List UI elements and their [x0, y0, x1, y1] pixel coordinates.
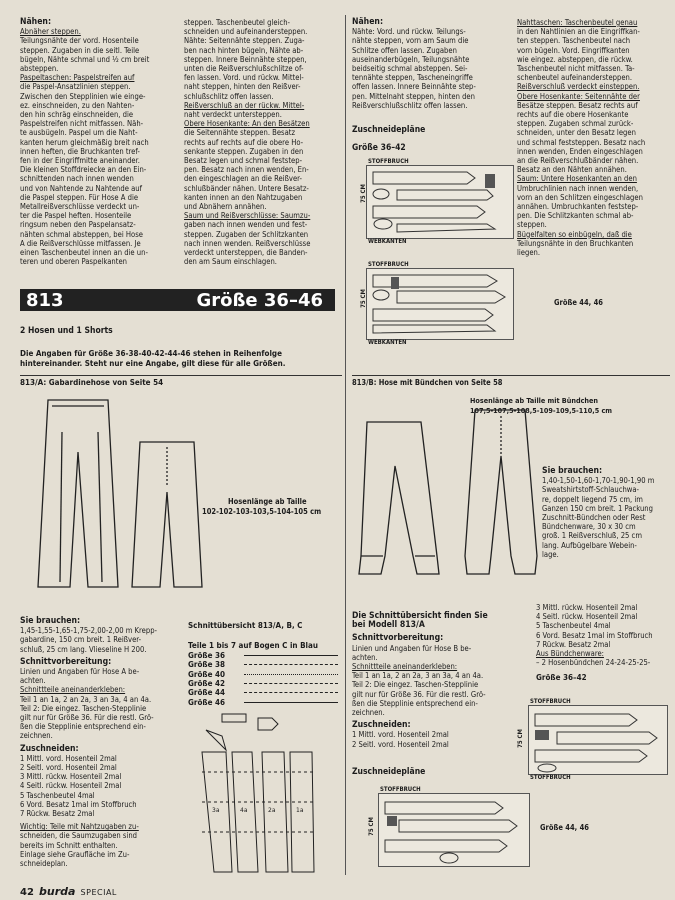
selvage-label: WEBKANTEN	[368, 238, 407, 245]
text-line: ez. einschneiden, zu den Nahten-	[20, 100, 135, 110]
heading-schnittvorbereitung: Schnittvorbereitung:	[20, 656, 112, 667]
text-line: Abnäher steppen.	[20, 27, 81, 37]
text-line: Nahttaschen: Taschenbeutel genau	[517, 18, 638, 27]
text-line: bügeln, Nähte schmal und ½ cm breit	[20, 54, 150, 64]
pattern-pieces-overview	[192, 712, 338, 880]
heading-naehen: Nähen:	[352, 17, 384, 27]
overview-title: Schnittübersicht 813/A, B, C	[188, 621, 303, 630]
text-line: Die kleinen Stoffdreiecke an den Ein-	[20, 165, 147, 175]
text-line: te ausbügeln. Paspel um die Naht-	[20, 128, 138, 138]
sewing-text-col4	[517, 18, 667, 257]
text-line: 5 Taschenbeutel 4mal	[536, 621, 611, 631]
fold-label: STOFFBRUCH	[368, 261, 409, 268]
text-line: 3 Mittl. rückw. Hosenteil 2mal	[20, 772, 122, 782]
size-row	[188, 660, 338, 669]
heading-schnittvorbereitung: Schnittvorbereitung:	[352, 633, 444, 644]
brand-logo: burda	[39, 885, 76, 898]
text-line: 2 Seitl. vord. Hosenteil 2mal	[352, 739, 449, 749]
text-line: A die Reißverschlüsse mitfassen. Je	[20, 238, 141, 248]
text-line: Besatz an den Nähten annähen.	[517, 165, 627, 175]
size-label-44-46: Größe 44, 46	[554, 298, 603, 307]
text-line: 1,40-1,50-1,60-1,70-1,90-1,90 m	[542, 476, 655, 486]
cutting-layout-drawing	[367, 269, 513, 339]
text-line: Schnittteile aneinanderkleben:	[352, 662, 458, 672]
text-line: steppen. Zugaben schmal zurück-	[517, 119, 634, 129]
text-line: und von Nahtende zu Nahtende auf	[20, 183, 142, 193]
cutting-layout-drawing	[367, 166, 513, 238]
text-line: ben nach hinten bügeln, Nähte ab-	[184, 45, 304, 55]
text-line: 4 Seitl. rückw. Hosenteil 2mal	[536, 612, 638, 622]
text-line: pen. Besatz nach innen wenden, En-	[184, 165, 309, 175]
text-line: 1 Mittl. vord. Hosenteil 2mal	[20, 753, 117, 763]
sewing-text-col1	[20, 18, 180, 266]
text-line: steppen. Taschenbeutel gleich-	[184, 18, 290, 27]
width-label: 75 CM	[367, 817, 375, 836]
text-line: Besätze steppen. Besatz rechts auf	[517, 100, 638, 110]
cutting-layout-b-44-46	[378, 793, 530, 867]
text-line: Saum: Untere Hosenkanten an den	[517, 174, 637, 184]
text-line: Teil 2: Die eingez. Taschen-Stepplinie	[352, 680, 479, 690]
text-line: tennähte steppen, Tascheneingriffe	[352, 73, 473, 83]
length-value-a: 102-102-103-103,5-104-105 cm	[202, 507, 322, 516]
size-label: Größe 46	[188, 697, 225, 707]
text-line: die Paspel steppen. Für Hose A die	[20, 192, 139, 202]
text-line: einen Taschenbeutel innen an die un-	[20, 248, 148, 258]
text-line: Einlage siehe Graufläche im Zu-	[20, 849, 130, 859]
text-line: beidseitig schmal absteppen. Sei-	[352, 64, 468, 74]
text-line: Teil 1 an 1a, 2 an 2a, 3 an 3a, 4 an 4a.	[352, 671, 484, 681]
text-line: Paspeltaschen: Paspelstreifen auf	[20, 73, 135, 83]
text-line: steppen. Zugaben in die seitl. Teile	[20, 45, 140, 55]
overview-ref: Die Schnittübersicht finden Sie	[352, 611, 488, 621]
text-line: kanten herum gleichmäßig breit nach	[20, 137, 149, 147]
size-label: Größe 38	[188, 660, 225, 670]
text-line: gabardine, 150 cm breit. 1 Reißver-	[20, 635, 142, 645]
text-line: rechts auf rechts auf die obere Ho-	[184, 137, 304, 147]
text-line: ringsum neben den Paspelansatz-	[20, 220, 136, 230]
text-line: 6 Vord. Besatz 1mal im Stoffbruch	[20, 799, 137, 809]
size-row	[188, 697, 338, 706]
instructions-a	[20, 617, 185, 868]
text-line: absteppen.	[20, 64, 59, 74]
heading-brauchen: Sie brauchen:	[20, 616, 81, 626]
text-line: Teilungsnähte der vord. Hosenteile	[20, 36, 139, 46]
text-line: Obere Hosenkante: Seitennähte der	[517, 91, 640, 101]
text-line: Linien und Angaben für Hose B be-	[352, 643, 472, 653]
text-line: unten die Reißverschlußschlitze of-	[184, 64, 304, 74]
length-value-b: 107,5-107,5-108,5-109-109,5-110,5 cm	[470, 406, 613, 415]
text-line: vorn bügeln. Vord. Eingriffkanten	[517, 45, 630, 55]
text-line: lang. Aufbügelbare Webein-	[542, 540, 637, 550]
text-line: und Abnähern annähen.	[184, 202, 267, 212]
sewing-text-col3	[352, 18, 512, 110]
text-line: Paspelstreifen nicht mitfassen. Näh-	[20, 119, 144, 129]
text-line: Zwischen den Stepplinien wie einge-	[20, 91, 146, 101]
heading-zuschneideplaene: Zuschneidepläne	[352, 767, 426, 777]
size-label: Größe 42	[188, 679, 225, 689]
size-row	[188, 688, 338, 697]
brand-special: SPECIAL	[80, 888, 117, 897]
text-line: die Seitennähte steppen. Besatz	[184, 128, 296, 138]
width-label: 75 CM	[359, 184, 367, 203]
text-line: 6 Vord. Besatz 1mal im Stoffbruch	[536, 630, 653, 640]
text-line: Bügelfalten so einbügeln, daß die	[517, 229, 632, 239]
page-number: 42	[20, 887, 34, 898]
text-line: schneiden und aufeinandersteppen.	[184, 27, 308, 37]
trousers-a-illustration	[30, 392, 210, 598]
text-line: Reißverschluß an der rückw. Mittel-	[184, 100, 305, 110]
text-line: naht verdeckt untersteppen.	[184, 110, 282, 120]
text-line: wie eingez. absteppen, die rückw.	[517, 54, 633, 64]
text-line: und schmal feststeppen. Besatz nach	[517, 137, 646, 147]
text-line: Teilungsnähte in den Bruchkanten	[517, 238, 634, 248]
text-line: Wichtig: Teile mit Nahtzugaben zu-	[20, 822, 139, 832]
text-line: steppen. Zugaben der Schlitzkanten	[184, 229, 309, 239]
size-label: Größe 36	[188, 651, 225, 661]
footer	[20, 880, 117, 899]
text-line: Reißverschlußschlitz offen lassen.	[352, 100, 468, 110]
text-line: 4 Seitl. rückw. Hosenteil 2mal	[20, 781, 122, 791]
text-line: Linien und Angaben für Hose A be-	[20, 667, 140, 677]
text-line: vorn an den Schlitzen eingeschlagen	[517, 192, 643, 202]
length-label-b: Hosenlänge ab Taille mit Bündchen	[470, 396, 598, 405]
text-line: die Paspel-Ansatzlinien steppen.	[20, 82, 131, 92]
size-label-36-42: Größe 36–42	[536, 673, 587, 682]
text-line: schneiden, die Saumzugaben sind	[20, 831, 138, 841]
text-line: innen heften, die Bruchkanten tref-	[20, 146, 140, 156]
text-line: groß. 1 Reißverschluß, 25 cm	[542, 531, 642, 541]
text-line: Obere Hosenkante: An den Besätzen	[184, 119, 310, 129]
text-line: Aus Bündchenware:	[536, 649, 604, 659]
svg-text:1a: 1a	[296, 807, 304, 814]
cutting-layout-drawing	[529, 706, 667, 774]
text-line: – 2 Hosenbündchen 24-24-25-25-	[536, 658, 651, 668]
text-line: Zuschnitt-Bündchen oder Rest	[542, 513, 646, 523]
text-line: ter die Paspel heften. Hosenteile	[20, 211, 132, 221]
model-a-title: 813/A: Gabardinehose von Seite 54	[20, 378, 164, 387]
divider	[20, 375, 342, 376]
text-line: Schnittteile aneinanderkleben:	[20, 685, 126, 695]
model-size-range: Größe 36–46	[196, 290, 323, 311]
text-line: schluß, 25 cm lang. Vlieseline H 200.	[20, 644, 147, 654]
text-line: Sweatshirtstoff-Schlauchwa-	[542, 485, 640, 495]
text-line: fen lassen. Vord. und rückw. Mittel-	[184, 73, 304, 83]
text-line: schlußbänder nähen. Untere Besatz-	[184, 183, 309, 193]
size-label-44-46: Größe 44, 46	[540, 823, 589, 832]
text-line: steppen. Innere Beinnähte steppen,	[184, 54, 307, 64]
text-line: senkante steppen. Zugaben in den	[184, 146, 304, 156]
text-line: 1 Mittl. vord. Hosenteil 2mal	[352, 730, 449, 740]
text-line: 7 Rückw. Besatz 2mal	[20, 809, 95, 819]
text-line: achten.	[20, 676, 46, 686]
text-line: offen lassen. Innere Beinnähte step-	[352, 82, 476, 92]
intro-title: 2 Hosen und 1 Shorts	[20, 326, 113, 336]
fold-label: STOFFBRUCH	[368, 158, 409, 165]
cutting-layout-b-36-42	[528, 705, 668, 775]
text-line: nach innen wenden. Reißverschlüsse	[184, 238, 311, 248]
text-line: Teil 1 an 1a, 2 an 2a, 3 an 3a, 4 an 4a.	[20, 694, 152, 704]
text-line: liegen.	[517, 248, 541, 258]
size-label: Größe 40	[188, 669, 225, 679]
text-line: Teil 2: Die eingez. Taschen-Stepplinie	[20, 703, 147, 713]
text-line: Nähte: Vord. und rückw. Teilungs-	[352, 27, 466, 37]
text-line: 3 Mittl. rückw. Hosenteil 2mal	[536, 603, 638, 612]
text-line: ßen die Stepplinie entsprechend ein-	[352, 698, 478, 708]
text-line: schnittenden nach innen wenden	[20, 174, 134, 184]
svg-text:4a: 4a	[240, 807, 248, 814]
fold-label: STOFFBRUCH	[530, 774, 571, 781]
intro-text: Die Angaben für Größe 36-38-40-42-44-46 stehen in Reihenfolge	[20, 349, 282, 358]
text-line: steppen.	[517, 220, 547, 230]
model-banner	[20, 289, 335, 311]
text-line: den hin schräg einschneiden, die	[20, 110, 134, 120]
size-row	[188, 651, 338, 660]
size-row	[188, 679, 338, 688]
model-b-title: 813/B: Hose mit Bündchen von Seite 58	[352, 378, 503, 387]
text-line: den am Saum einschlagen.	[184, 257, 277, 267]
text-line: lage.	[542, 549, 559, 559]
text-line: nähten schmal absteppen, bei Hose	[20, 229, 143, 239]
text-line: zeichnen.	[20, 731, 53, 741]
text-line: achten.	[352, 652, 378, 662]
materials-b	[542, 467, 670, 559]
text-line: Saum und Reißverschlüsse: Saumzu-	[184, 211, 311, 221]
text-line: schneideplan.	[20, 859, 68, 869]
divider	[352, 375, 670, 376]
fold-label: STOFFBRUCH	[530, 698, 571, 705]
model-number: 813	[26, 290, 64, 311]
text-line: teren und oberen Paspelkanten	[20, 257, 127, 267]
heading-zuschneiden: Zuschneiden:	[352, 720, 411, 731]
cutting-layout-drawing	[379, 794, 529, 866]
text-line: verdeckt untersteppen, die Banden-	[184, 248, 308, 258]
text-line: schlußschlitz offen lassen.	[184, 91, 274, 101]
heading-brauchen: Sie brauchen:	[542, 466, 603, 476]
text-line: 7 Rückw. Besatz 2mal	[536, 639, 611, 649]
width-label: 75 CM	[359, 289, 367, 308]
text-line: 5 Taschenbeutel 4mal	[20, 790, 95, 800]
length-label-a: Hosenlänge ab Taille	[228, 497, 307, 506]
text-line: gaben nach innen wenden und fest-	[184, 220, 308, 230]
text-line: gilt nur für Größe 36. Für die restl. Grö-	[20, 713, 154, 723]
text-line: gilt nur für Größe 36. Für die restl. Grö-	[352, 689, 486, 699]
intro-text: hintereinander. Steht nur eine Angabe, gilt diese für alle Größen.	[20, 359, 286, 368]
heading-zuschneiden: Zuschneiden:	[20, 743, 79, 754]
instructions-b	[352, 612, 517, 749]
cutting-layout-36-42	[366, 165, 514, 239]
text-line: Reißverschluß verdeckt einsteppen.	[517, 82, 640, 92]
text-line: naht steppen, hinten den Reißver-	[184, 82, 301, 92]
cut-list-b	[536, 603, 670, 667]
svg-text:2a: 2a	[268, 807, 276, 814]
text-line: Taschenbeutel nicht mitfassen. Ta-	[517, 64, 635, 74]
width-label: 75 CM	[516, 729, 524, 748]
sewing-text-col2	[184, 18, 344, 266]
column-divider	[345, 15, 346, 875]
selvage-label: WEBKANTEN	[368, 339, 407, 346]
text-line: den eingeschlagen an die Reißver-	[184, 174, 302, 184]
text-line: ßen die Stepplinie entsprechend ein-	[20, 722, 146, 732]
text-line: an die Reißverschlußbänder nähen.	[517, 156, 639, 166]
size-row	[188, 670, 338, 679]
text-line: innen wenden, Enden eingeschlagen	[517, 146, 643, 156]
text-line: ten steppen. Taschenbeutel nach	[517, 36, 631, 46]
text-line: re, doppelt liegend 75 cm, im	[542, 494, 643, 504]
text-line: schenbeutel aufeinandersteppen.	[517, 73, 633, 83]
text-line: annähen. Umbruchkanten feststep-	[517, 202, 639, 212]
text-line: schneiden, unter den Besatz legen	[517, 128, 636, 138]
text-line: Bündchenware, 30 x 30 cm	[542, 522, 636, 532]
text-line: 1,45-1,55-1,65-1,75-2,00-2,00 m Krepp-	[20, 626, 158, 636]
text-line: fen in der Eingriffmitte aneinander.	[20, 156, 140, 166]
text-line: pen. Die Schlitzkanten schmal ab-	[517, 211, 634, 221]
text-line: Nähte: Seitennähte steppen. Zuga-	[184, 36, 305, 46]
overview-subtitle: Teile 1 bis 7 auf Bogen C in Blau	[188, 641, 318, 650]
size-line-legend	[188, 651, 338, 707]
size-label-36-42: Größe 36–42	[352, 143, 406, 153]
cutting-layout-44-46	[366, 268, 514, 340]
text-line: Schlitze offen lassen. Zugaben	[352, 45, 457, 55]
text-line: pen. Mittelnaht steppen, hinten den	[352, 91, 475, 101]
text-line: auseinanderbügeln, Teilungsnähte	[352, 54, 470, 64]
size-label: Größe 44	[188, 688, 225, 698]
text-line: rechts auf die obere Hosenkante	[517, 110, 629, 120]
text-line: Besatz legen und schmal feststep-	[184, 156, 303, 166]
text-line: kanten innen an den Nahtzugaben	[184, 192, 303, 202]
text-line: Ganzen 150 cm breit. 1 Packung	[542, 503, 653, 513]
text-line: Umbruchlinien nach innen wenden,	[517, 183, 639, 193]
svg-text:3a: 3a	[212, 807, 220, 814]
heading-zuschneideplaene: Zuschneidepläne	[352, 125, 426, 135]
overview-ref: bei Modell 813/A	[352, 620, 425, 631]
text-line: 2 Seitl. vord. Hosenteil 2mal	[20, 763, 117, 773]
fold-label: STOFFBRUCH	[380, 786, 421, 793]
text-line: nähte steppen, vorn am Saum die	[352, 36, 469, 46]
text-line: zeichnen.	[352, 708, 385, 718]
text-line: bereits im Schnitt enthalten.	[20, 840, 118, 850]
text-line: in den Nahtlinien an die Eingriffkan-	[517, 27, 640, 37]
text-line: Metallreißverschlüsse verdeckt un-	[20, 202, 140, 212]
heading-naehen: Nähen:	[20, 17, 52, 27]
